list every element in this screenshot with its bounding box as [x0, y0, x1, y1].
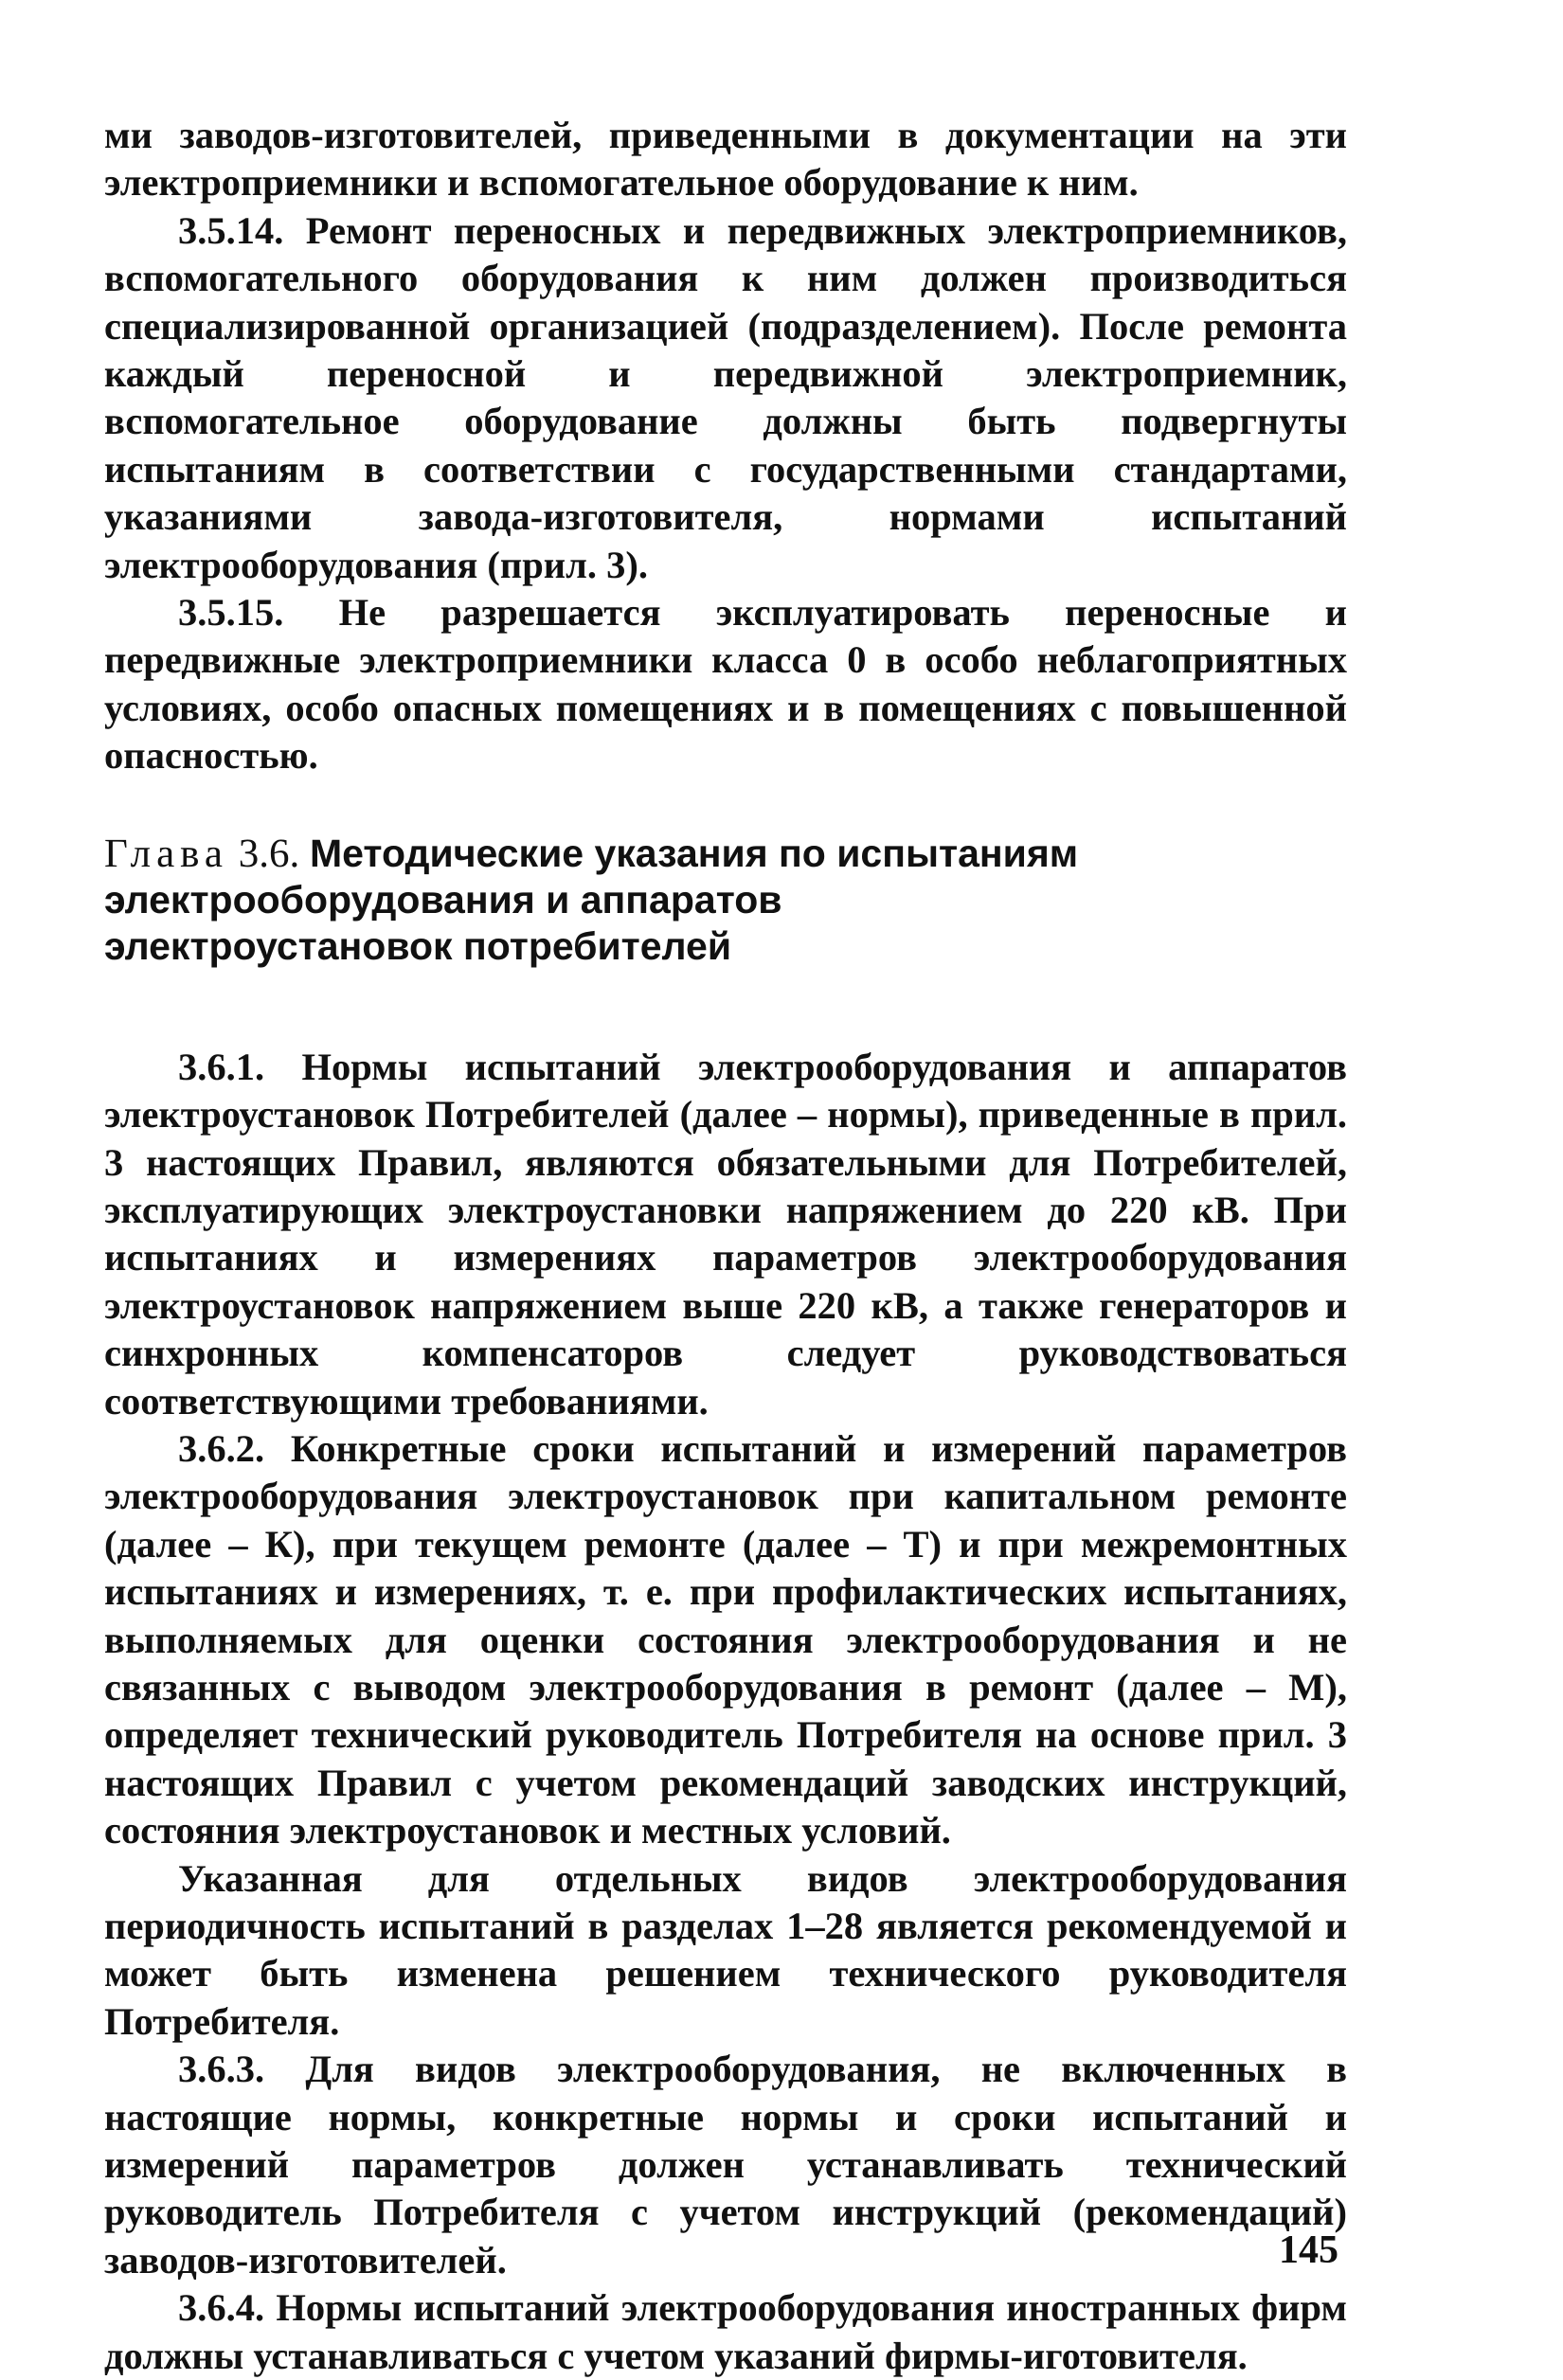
clause-number: 3.6.1.: [178, 1045, 265, 1088]
clause-number: 3.5.14.: [178, 208, 284, 252]
paragraph-text: Не разрешается эксплуатировать переносные и передвижные электроприемники класса 0 в особо неблагоприятных условиях, особо опасных помещениях и в помещениях с повышенной опасностью.: [104, 591, 1347, 778]
chapter-title-line-2: электрооборудования и аппаратов: [104, 877, 782, 922]
paragraph-text: Для видов электрооборудования, не включенных в настоящие нормы, конкретные нормы и сроки испытаний и измерений параметров должен устанавливать технический руководитель Потребителя с учетом инструкций (рекомендаций) заводов-изготовителей.: [104, 2048, 1347, 2282]
paragraph-3-6-1: [104, 1044, 1347, 1425]
chapter-title-line-3: электроустановок потребителей: [104, 923, 732, 968]
chapter-heading-line-1: [104, 831, 1347, 877]
chapter-title-line-1: Методические указания по испытаниям: [310, 831, 1079, 875]
paragraph-text: Ремонт переносных и передвижных электроприемников, вспомогательного оборудования к ним должен производиться специализированной организацией (подразделением). После ремонта каждый переносной и передвижной электроприемник, вспомогательное оборудование должны быть подвергнуты испытаниям в соответствии с государственными стандартами, указаниями завода-изготовителя, нормами испытаний электрооборудования (прил. 3).: [104, 208, 1347, 586]
paragraph-3-5-14: [104, 207, 1347, 589]
paragraph-3-6-2: [104, 1425, 1347, 1855]
page-body: [104, 112, 1347, 2380]
clause-number: 3.6.2.: [178, 1426, 265, 1470]
chapter-heading: [104, 831, 1347, 970]
clause-number: 3.6.3.: [178, 2048, 265, 2091]
paragraph-3-5-15: [104, 589, 1347, 780]
paragraph-periodicity: [104, 1855, 1347, 2047]
paragraph-text: Указанная для отдельных видов электрооборудования периодичность испытаний в разделах 1–28 является рекомендуемой и может быть изменена решением технического руководителя Потребителя.: [104, 1856, 1347, 2043]
clause-number: 3.5.15.: [178, 591, 284, 635]
page-number: 145: [1279, 2228, 1338, 2272]
paragraph-3-6-3: [104, 2046, 1347, 2284]
paragraph-text: Нормы испытаний электрооборудования и аппаратов электроустановок Потребителей (далее – нормы), приведенные в прил. 3 настоящих Правил, являются обязательными для Потребителей, эксплуатирующих электроустановки напряжением до 220 кВ. При испытаниях и измерениях параметров электрооборудования электроустановок напряжением выше 220 кВ, а также генераторов и синхронных компенсаторов следует руководствоваться соответствующими требованиями.: [104, 1045, 1347, 1423]
clause-number: 3.6.4.: [178, 2286, 265, 2330]
paragraph-text: Нормы испытаний электрооборудования иностранных фирм должны устанавливаться с учетом указаний фирмы-иготовителя.: [104, 2286, 1347, 2377]
chapter-number: 3.6.: [228, 831, 310, 876]
chapter-word: Глава: [104, 831, 228, 876]
paragraph-continued: [104, 112, 1347, 207]
paragraph-3-6-4: [104, 2284, 1347, 2380]
paragraph-text: Конкретные сроки испытаний и измерений параметров электрооборудования электроустановок при капитальном ремонте (далее – К), при текущем ремонте (далее – Т) и при межремонтных испытаниях и измерениях, т. е. при профилактических испытаниях, выполняемых для оценки состояния электрооборудования и не связанных с выводом электрооборудования в ремонт (далее – М), определяет технический руководитель Потребителя на основе прил. 3 настоящих Правил с учетом рекомендаций заводских инструкций, состояния электроустановок и местных условий.: [104, 1426, 1347, 1852]
paragraph-text: ми заводов-изготовителей, приведенными в документации на эти электроприемники и вспомогательное оборудование к ним.: [104, 114, 1347, 205]
